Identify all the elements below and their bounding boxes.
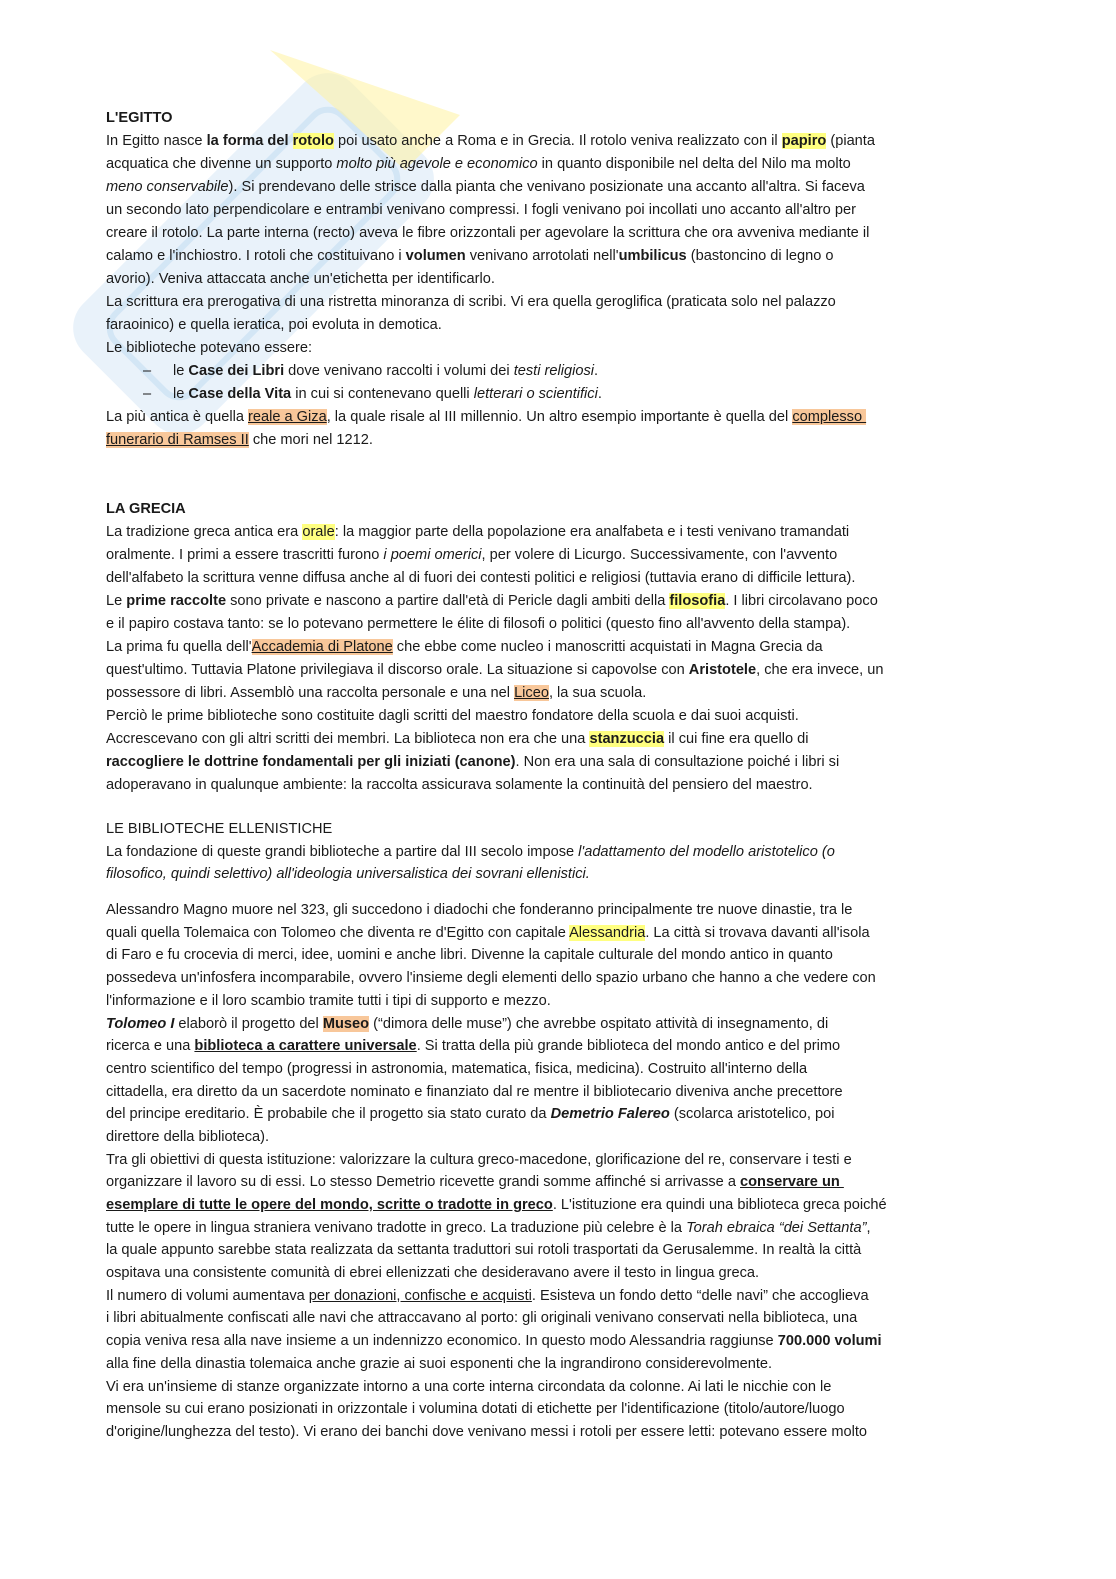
text-run: possessore di libri. Assemblò una raccolta personale e una nel [106,685,515,701]
text-line [106,705,1096,728]
text-run: . I libri circolavano poco [725,593,878,609]
bold-text: Aristotele [688,662,757,678]
text-line [106,1194,1096,1217]
bold-text: umbilicus [618,248,687,264]
text-run: Accrescevano con gli altri scritti dei membri. La biblioteca non era che una [106,731,590,747]
underlined-text: per donazioni, confische e acquisti [308,1287,532,1304]
text-run: quest'ultimo. Tuttavia Platone privilegiava il discorso orale. La situazione si capovolse con [106,662,689,678]
text-run: . Esisteva un fondo detto “delle navi” che accoglieva [531,1287,869,1304]
text-run: (bastoncino di legno o [686,248,834,264]
text-run: venivano arrotolati nell' [465,248,619,264]
text-line [106,337,1096,360]
bullet-item [106,360,1096,383]
text-line [106,990,1096,1013]
text-run: le [173,386,189,402]
text-run: oralmente. I primi a essere trascritti furono [106,547,384,563]
text-line [106,682,1096,705]
text-run: Alessandro Magno muore nel 323, gli succedono i diadochi che fonderanno principalmente tre nuove dinastie, tra le [106,902,853,919]
text-run: adoperavano in qualunque ambiente: la raccolta assicurava solamente la continuità del pensiero del maestro. [106,777,813,793]
paragraph [106,899,1096,1444]
text-run: l'informazione e il loro scambio tramite tutti i tipi di supporto e mezzo. [106,992,551,1009]
text-line [106,153,1096,176]
text-run: , la sua scuola. [548,685,647,701]
text-run: organizzare il lavoro su di essi. Lo stesso Demetrio ricevette grandi somme affinché si arrivasse a [106,1174,741,1191]
bold-text: volumen [405,248,466,264]
text-line [106,751,1096,774]
text-line [106,245,1096,268]
text-run: tutte le opere in lingua straniera venivano tradotte in greco. La traduzione più celebre è la [106,1219,687,1236]
text-run: La prima fu quella dell' [106,639,252,655]
text-run: . L'istituzione era quindi una biblioteca greca poiché [552,1197,887,1213]
text-run: mensole su cui erano posizionati in orizzontale i volumina dotati di etichette per l'identificazione (titolo/autore/luogo [106,1401,845,1418]
document-section [106,107,1096,452]
text-run: creare il rotolo. La parte interna (recto) aveva le fibre orizzontali per agevolare la scrittura che ora avveniva mediante il [106,225,870,241]
text-line [106,1103,1096,1126]
text-run: ). Si prendevano delle strisce dalla pianta che venivano posizionate una accanto all'altra. Si faceva [228,179,865,195]
italic-text: i poemi omerici [383,547,482,563]
highlighted-text: Accademia di Platone [251,639,393,655]
text-run: Perciò le prime biblioteche sono costituite dagli scritti del maestro fondatore della scuola e dai suoi acquisti. [106,708,799,724]
text-line [106,429,1096,452]
text-run: Il numero di volumi aumentava [106,1287,309,1304]
paragraph [106,521,1096,797]
text-run: alla fine della dinastia tolemaica anche grazie ai suoi esponenti che la ingrandirono considerevolmente. [106,1355,773,1372]
text-run: dove venivano raccolti i volumi dei [284,363,514,379]
text-line [106,544,1096,567]
text-run: . [597,386,602,402]
bold-text: prime raccolte [126,593,227,609]
italic-text: filosofico, quindi selettivo) all'ideologia universalistica dei sovrani ellenistici. [106,866,590,883]
document-section [106,818,1096,1444]
text-line [106,1376,1096,1399]
text-line [106,1353,1096,1376]
text-line [106,1013,1096,1036]
bold-text: Case dei Libri [188,363,285,379]
bullet-dash: – [143,386,152,402]
bold-text: 700.000 volumi [777,1333,882,1350]
text-run: La fondazione di queste grandi biblioteche a partire dal III secolo impose [106,843,579,860]
text-run: sono private e nascono a partire dall'età di Pericle dagli ambiti della [226,593,670,609]
italic-text: letterari o scientifici [473,386,598,402]
text-line [106,176,1096,199]
bold-text: Case della Vita [188,386,292,402]
text-run: Tra gli obiettivi di questa istituzione: valorizzare la cultura greco-macedone, glorificazione del re, conservare i testi e [106,1151,852,1168]
paragraph [106,841,1096,886]
text-run: . Si tratta della più grande biblioteca del mondo antico e del primo [416,1038,841,1055]
text-run: acquatica che divenne un supporto [106,156,337,172]
text-run: possedeva un'infosfera incomparabile, ovvero l'insieme degli elementi dello spazio urbano che hanno a che vedere con [106,970,876,987]
text-run: In Egitto nasce [106,133,207,149]
text-run: quali quella Tolemaica con Tolomeo che diventa re d'Egitto con capitale [106,924,570,941]
bold-text: Tolomeo I [106,1015,175,1032]
text-run: poi usato anche a Roma e in Grecia. Il rotolo veniva realizzato con il [333,133,782,149]
text-run: che mori nel 1212. [248,432,373,448]
text-run: direttore della biblioteca). [106,1128,270,1145]
text-run: di Faro e fu crocevia di merci, idee, uomini e anche libri. Divenne la capitale culturale del mondo antico in quanto [106,947,833,964]
italic-text: l'adattamento del modello aristotelico (o [578,843,835,860]
text-line [106,613,1096,636]
text-line [106,268,1096,291]
text-line [106,636,1096,659]
text-line [106,1171,1096,1194]
text-run: le [173,363,189,379]
highlighted-text: funerario di Ramses II [106,432,249,448]
highlighted-text: orale [302,524,335,540]
text-run: . La città si trovava davanti all'isola [645,924,870,941]
text-run: calamo e l'inchiostro. I rotoli che costituivano i [106,248,406,264]
text-run: la quale appunto sarebbe stata realizzata da settanta traduttori sui rotoli trasportati da Gerusalemme. In realtà la città [106,1242,862,1259]
text-line [106,130,1096,153]
paragraph [106,130,1096,452]
document-body [106,107,1096,1444]
document-section [106,498,1096,797]
text-line [106,314,1096,337]
text-run: un secondo lato perpendicolare e entrambi venivano compressi. I fogli venivano poi incollati uno accanto all'altro per [106,202,856,218]
highlighted-text: rotolo [292,133,334,149]
text-run: LE BIBLIOTECHE ELLENISTICHE [106,821,333,837]
text-run: . Non era una sala di consultazione poiché i libri si [515,754,840,770]
highlighted-text: papiro [781,133,827,149]
text-run: La più antica è quella [106,409,248,425]
bullet-item [106,383,1096,406]
text-line [106,1035,1096,1058]
bold-text: L'EGITTO [106,110,173,126]
text-line [106,967,1096,990]
underlined-text: esemplare di tutte le opere del mondo, scritte o tradotte in greco [106,1197,553,1213]
text-run: , [866,1219,871,1236]
bold-text: LA GRECIA [106,501,186,517]
underlined-text: biblioteca a carattere universale [194,1038,417,1055]
text-line [106,1330,1096,1353]
text-line [106,774,1096,797]
bold-text: la forma del [206,133,293,149]
text-line [106,1149,1096,1172]
italic-text: meno conservabile [106,179,229,195]
text-line [106,1217,1096,1240]
text-run: , per volere di Licurgo. Successivamente, con l'avvento [481,547,838,563]
highlighted-text: filosofia [669,593,726,609]
text-run: ospitava una consistente comunità di ebrei ellenizzati che desideravano avere il testo in lingua greca. [106,1265,760,1282]
text-run: i libri abitualmente confiscati alle navi che attraccavano al porto: gli originali venivano conservati nella biblioteca, una [106,1310,858,1327]
text-run: La tradizione greca antica era [106,524,303,540]
text-run: in quanto disponibile nel delta del Nilo ma molto [537,156,851,172]
italic-text: testi religiosi [513,363,594,379]
text-line [106,199,1096,222]
text-run: faraoinico) e quella ieratica, poi evoluta in demotica. [106,317,442,333]
highlighted-text: Museo [322,1015,370,1032]
text-line [106,567,1096,590]
text-line [106,1262,1096,1285]
text-run: (scolarca aristotelico, poi [669,1106,835,1123]
text-run: copia veniva resa alla nave insieme a un indennizzo economico. In questo modo Alessandria raggiunse [106,1333,778,1350]
text-line [106,1081,1096,1104]
text-run: . [593,363,599,379]
text-run: ricerca e una [106,1038,195,1055]
section-heading [106,107,1096,130]
text-line [106,922,1096,945]
text-run: La scrittura era prerogativa di una ristretta minoranza di scribi. Vi era quella geroglifica (praticata solo nel palazzo [106,294,836,310]
bold-text: raccogliere le dottrine fondamentali per gli iniziati (canone) [106,754,516,770]
text-line [106,841,1096,864]
text-run: il cui fine era quello di [664,731,809,747]
text-line [106,659,1096,682]
section-heading [106,818,1096,841]
text-run: Vi era un'insieme di stanze organizzate intorno a una corte interna circondata da colonne. Ai lati le nicchie con le [106,1378,832,1395]
italic-text: molto più agevole e economico [336,156,538,172]
text-line [106,1421,1096,1444]
text-run: del principe ereditario. È probabile che il progetto sia stato curato da [106,1106,551,1123]
highlighted-text: Alessandria [569,924,646,941]
text-line [106,291,1096,314]
text-run: in cui si contenevano quelli [291,386,474,402]
bullet-dash: – [143,363,152,379]
bold-text: Demetrio Falereo [550,1106,670,1123]
highlighted-text: Liceo [514,685,549,701]
text-run: : la maggior parte della popolazione era analfabeta e i testi venivano tramandati [334,524,850,540]
text-run: cittadella, era diretto da un sacerdote nominato e finanziato dal re mentre il bibliotecario diveniva anche precettore [106,1083,843,1100]
text-run: elaborò il progetto del [174,1015,323,1032]
highlighted-text: complesso [792,409,867,425]
italic-text: Torah ebraica “dei Settanta” [686,1219,867,1236]
text-line [106,1058,1096,1081]
text-line [106,944,1096,967]
text-line [106,1307,1096,1330]
text-line [106,521,1096,544]
text-run: Le [106,593,127,609]
underlined-text: conservare un [740,1174,844,1191]
text-run: , che era invece, un [756,662,884,678]
section-heading [106,498,1096,521]
text-run: (pianta [826,133,875,149]
text-run: Le biblioteche potevano essere: [106,340,313,356]
text-run: che ebbe come nucleo i manoscritti acquistati in Magna Grecia da [392,639,823,655]
text-line [106,863,1096,886]
text-run: e il papiro costava tanto: se lo potevano permettere le élite di filosofi o politici (questo fino all'avvento della stampa). [106,616,851,632]
text-line [106,1126,1096,1149]
text-line [106,406,1096,429]
text-run: d'origine/lunghezza del testo). Vi erano dei banchi dove venivano messi i rotoli per essere letti: potevano essere molto [106,1423,868,1440]
text-run: , la quale risale al III millennio. Un altro esempio importante è quella del [326,409,793,425]
text-line [106,728,1096,751]
highlighted-text: reale a Giza [248,409,327,425]
text-run: (“dimora delle muse”) che avrebbe ospitato attività di insegnamento, di [369,1015,829,1032]
text-line [106,1285,1096,1308]
text-line [106,590,1096,613]
text-line [106,1239,1096,1262]
text-line [106,222,1096,245]
text-run: centro scientifico del tempo (progressi in astronomia, matematica, fisica, medicina). Costruito all'interno della [106,1060,808,1077]
text-run: dell'alfabeto la scrittura venne diffusa anche al di fuori dei contesti politici e religiosi (tuttavia erano di difficile lettura). [106,570,856,586]
text-run: avorio). Veniva attaccata anche un'etichetta per identificarlo. [106,271,495,287]
text-line [106,899,1096,922]
highlighted-text: stanzuccia [589,731,665,747]
text-line [106,1398,1096,1421]
